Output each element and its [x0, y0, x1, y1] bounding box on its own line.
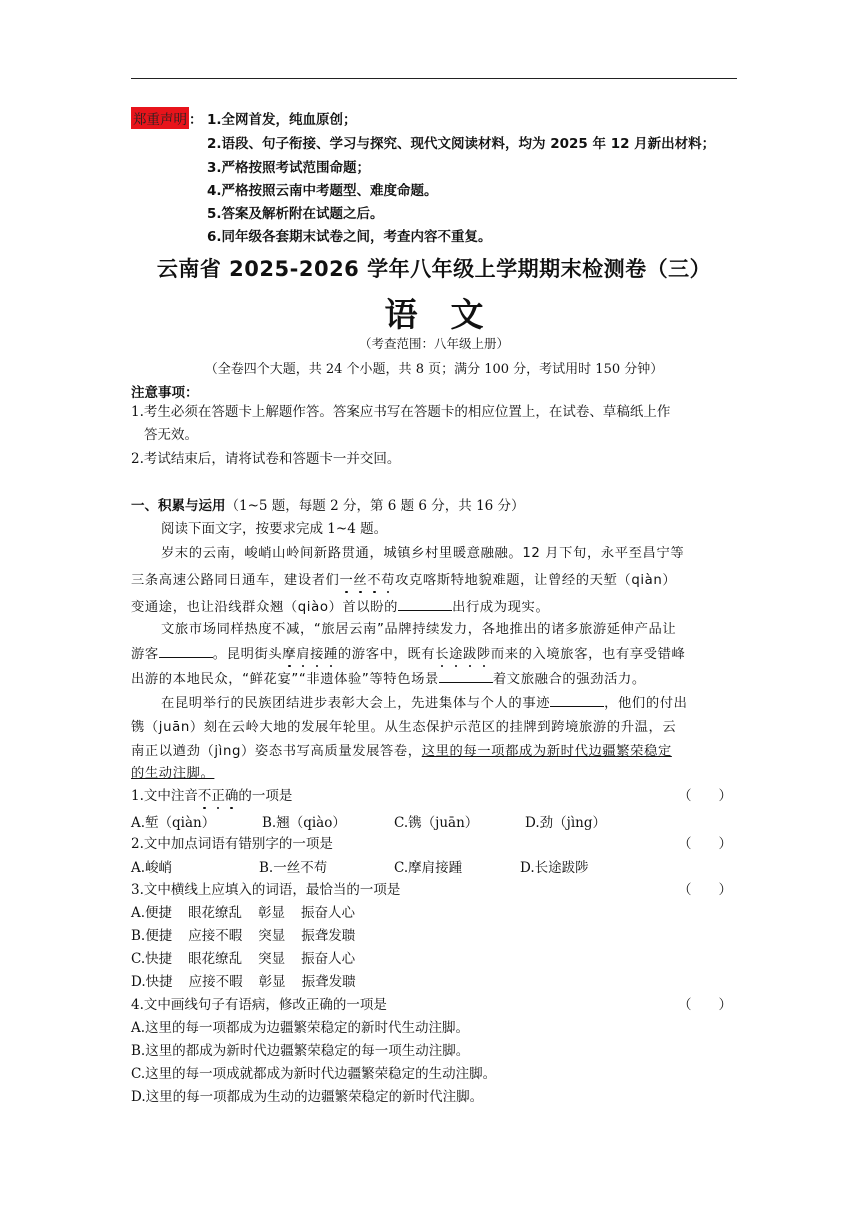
passage-line — [131, 643, 685, 662]
declaration-item: 4.严格按照云南中考题型、难度命题。 — [207, 183, 438, 199]
question-text: 1.文中注音 — [131, 788, 198, 804]
declaration-block — [131, 107, 751, 245]
underlined-sentence: 的生动注脚。 — [131, 766, 215, 781]
q4-option-b[interactable]: B.这里的都成为新时代边疆繁荣稳定的每一项生动注脚。 — [131, 1043, 470, 1059]
dotted-char: 确 — [224, 788, 239, 804]
answer-paren-3[interactable]: （ ） — [678, 882, 732, 898]
option-word: 眼花缭乱 — [188, 905, 243, 921]
fill-blank-1[interactable] — [398, 609, 452, 611]
dotted-char: 长 — [435, 647, 450, 662]
question-2-stem: 2.文中加点词语有错别字的一项是 — [131, 836, 333, 852]
passage-text: 变通途，也让沿线群众翘（qiào）首以盼的 — [131, 600, 399, 615]
q3-option-d[interactable] — [131, 970, 372, 990]
q1-option-b[interactable]: B.翘（qiào） — [262, 815, 346, 831]
q4-option-d[interactable]: D.这里的每一项都成为生动的边疆繁荣稳定的新时代注脚。 — [131, 1089, 484, 1105]
q3-option-a[interactable] — [131, 901, 371, 921]
declaration-item: 2.语段、句子衔接、学习与探究、现代文阅读材料，均为 2025 年 12 月新出材料； — [207, 136, 716, 152]
dotted-char: 陟 — [476, 647, 491, 662]
fill-blank-2[interactable] — [159, 656, 213, 658]
q2-option-b[interactable]: B.一丝不苟 — [259, 860, 328, 876]
section-1-heading — [131, 494, 525, 514]
note-1-line-2: 答无效。 — [144, 427, 198, 443]
header-rule — [131, 78, 737, 79]
option-word: 眼花缭乱 — [188, 951, 243, 967]
declaration-item: 6.同年级各套期末试卷之间，考查内容不重复。 — [207, 229, 492, 245]
passage-line — [131, 740, 672, 759]
option-word: 突显 — [258, 951, 286, 967]
dotted-word — [339, 573, 395, 588]
dotted-char: 不 — [197, 788, 212, 804]
exam-overview: （全卷四个大题，共 24 个小题，共 8 页；满分 100 分，考试用时 150 分钟） — [204, 362, 664, 377]
passage-line — [131, 569, 676, 588]
dotted-char: 肩 — [296, 647, 311, 662]
option-word: 振聋发聩 — [301, 928, 356, 944]
question-1-stem — [131, 784, 292, 804]
fill-blank-4[interactable] — [550, 705, 604, 707]
exam-title: 云南省 2025-2026 学年八年级上学期期末检测卷（三） — [156, 257, 712, 281]
notes-title: 注意事项： — [131, 385, 199, 401]
q4-option-a[interactable]: A.这里的每一项都成为边疆繁荣稳定的新时代生动注脚。 — [131, 1020, 470, 1036]
passage-text: 在昆明举行的民族团结进步表彰大会上，先进集体与个人的事迹 — [161, 696, 551, 711]
option-word: 彰显 — [258, 905, 286, 921]
passage-line — [131, 668, 646, 687]
declaration-item: 1.全网首发，纯血原创； — [207, 112, 357, 128]
dotted-char: 接 — [310, 647, 324, 662]
question-3-stem: 3.文中横线上应填入的词语，最恰当的一项是 — [131, 882, 401, 898]
declaration-item: 3.严格按照考试范围命题； — [207, 160, 371, 176]
fill-blank-3[interactable] — [439, 681, 493, 683]
note-1-line-1: 1.考生必须在答题卡上解题作答。答案应书写在答题卡的相应位置上，在试卷、草稿纸上作 — [131, 404, 671, 420]
dotted-char: 跋 — [463, 647, 477, 662]
dotted-word — [198, 788, 239, 804]
dotted-char: 丝 — [353, 573, 368, 588]
passage-text: 而来的入境旅客，也有享受错峰 — [490, 647, 686, 662]
dotted-char: 摩 — [282, 647, 297, 662]
passage-line: 镌（juān）刻在云岭大地的发展年轮里。从生态保护示范区的挂牌到跨境旅游的升温，云 — [131, 720, 677, 735]
answer-paren-4[interactable]: （ ） — [678, 997, 732, 1013]
q3-option-c[interactable] — [131, 947, 371, 967]
passage-line: 岁末的云南，峻峭山岭间新路贯通，城镇乡村里暖意融融。12 月下旬，永平至昌宁等 — [161, 546, 685, 561]
passage-text: 出行成为现实。 — [452, 600, 550, 615]
option-word: 应接不暇 — [188, 974, 243, 990]
option-word: 振聋发聩 — [301, 974, 356, 990]
passage-text: ，他们的付出 — [604, 696, 688, 711]
q2-option-d[interactable]: D.长途跋陟 — [520, 860, 589, 876]
passage-text: 游客 — [131, 647, 159, 662]
declaration-colon: ： — [189, 112, 203, 128]
dotted-char: 踵 — [324, 647, 338, 662]
dotted-char: 不 — [367, 573, 382, 588]
exam-scope: （考查范围：八年级上册） — [358, 336, 509, 351]
option-word: B.便捷 — [131, 928, 173, 944]
subject-title: 语 文 — [384, 295, 484, 334]
passage-text: 攻克喀斯特地貌难题，让曾经的天堑（qiàn） — [395, 573, 677, 588]
answer-paren-1[interactable]: （ ） — [678, 788, 732, 804]
dotted-char: 一 — [339, 573, 354, 588]
q1-option-c[interactable]: C.镌（juān） — [394, 815, 479, 831]
answer-paren-2[interactable]: （ ） — [678, 836, 732, 852]
q3-option-b[interactable] — [131, 924, 371, 944]
passage-line: 文旅市场同样热度不减，“旅居云南”品牌持续发力，各地推出的诸多旅游延伸产品让 — [161, 622, 677, 637]
question-text: 的一项是 — [238, 788, 293, 804]
dotted-word — [282, 647, 338, 662]
declaration-label: 郑重声明 — [131, 107, 189, 129]
passage-line — [161, 692, 688, 711]
option-word: C.快捷 — [131, 951, 173, 967]
section-1-instruction: 阅读下面文字，按要求完成 1~4 题。 — [161, 521, 388, 537]
option-word: 突显 — [258, 928, 286, 944]
option-word: 彰显 — [258, 974, 286, 990]
option-word: D.快捷 — [131, 974, 173, 990]
option-word: 振奋人心 — [301, 905, 356, 921]
declaration-item: 5.答案及解析附在试题之后。 — [207, 206, 384, 222]
dotted-char: 途 — [449, 647, 463, 662]
q1-option-a[interactable]: A.堑（qiàn） — [131, 815, 216, 831]
q2-option-a[interactable]: A.峻峭 — [131, 860, 173, 876]
note-1 — [131, 401, 741, 447]
section-1-meta: （1~5 题，每题 2 分，第 6 题 6 分，共 16 分） — [225, 498, 525, 514]
section-1-title: 一、积累与运用 — [131, 498, 226, 514]
q4-option-c[interactable]: C.这里的每一项成就都成为新时代边疆繁荣稳定的生动注脚。 — [131, 1066, 497, 1082]
option-word: 振奋人心 — [301, 951, 356, 967]
question-4-stem: 4.文中画线句子有语病，修改正确的一项是 — [131, 997, 387, 1013]
dotted-char: 正 — [211, 788, 225, 804]
q2-option-c[interactable]: C.摩肩接踵 — [394, 860, 463, 876]
passage-text: 的游客中，既有 — [337, 647, 436, 662]
q1-option-d[interactable]: D.劲（jìng） — [525, 815, 606, 831]
option-word: A.便捷 — [131, 905, 173, 921]
passage-text: 着文旅融合的强劲活力。 — [492, 672, 646, 687]
dotted-word — [435, 647, 491, 662]
passage-text: 。昆明街头 — [212, 647, 283, 662]
passage-line — [131, 596, 549, 615]
passage-text: 三条高速公路同日通车，建设者们 — [131, 573, 340, 588]
passage-text: 南正以遒劲（jìng）姿态书写高质量发展答卷， — [131, 744, 422, 759]
option-word: 应接不暇 — [188, 928, 243, 944]
passage-text: 出游的本地民众，“鲜花宴”“非遗体验”等特色场景 — [131, 672, 439, 687]
note-2: 2.考试结束后，请将试卷和答题卡一并交回。 — [131, 451, 401, 467]
underlined-sentence: 这里的每一项都成为新时代边疆繁荣稳定 — [421, 744, 672, 759]
dotted-char: 苟 — [381, 573, 396, 588]
